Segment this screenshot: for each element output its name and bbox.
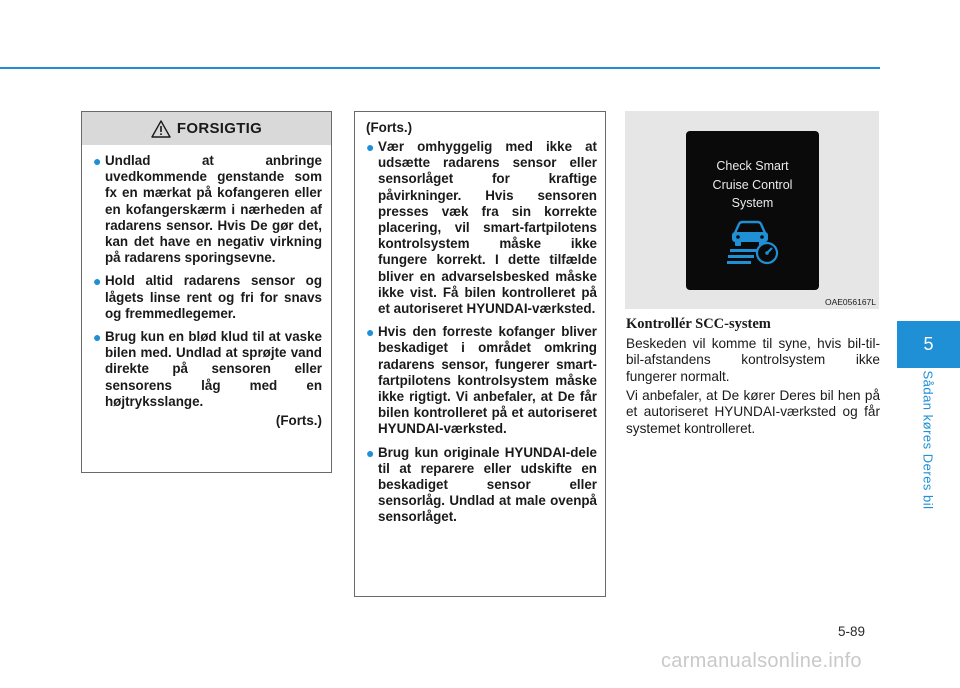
list-item: ● Brug kun en blød klud til at vaske bilen med. Undlad at sprøjte vand direkte på sensoren eller sensorens låg med en højtryksslange. <box>93 329 322 409</box>
continued-note: (Forts.) <box>275 413 322 429</box>
caution-bullet-list <box>93 153 322 410</box>
caution-box <box>81 111 332 473</box>
bullet-icon: ● <box>366 444 375 461</box>
body-paragraph: Beskeden vil komme til syne, hvis bil-til-bil-afstandens kontrolsystem ikke fungerer normalt. <box>626 336 880 384</box>
smart-cruise-control-icon <box>727 219 779 265</box>
list-item: ● Hold altid radarens sensor og lågets linse rent og fri for snavs og fremmedlegemer. <box>93 273 322 321</box>
cluster-display <box>686 131 819 290</box>
list-item: ● Vær omhyggelig med ikke at udsætte radarens sensor eller sensorlåget for kraftige påvirkninger. Hvis sensoren presses væk fra sin korrekte placering, vil smart-fartpilotens kontrolsystem måske ikke fungere korrekt. I dette tilfælde bliver en advarselsbesked måske ikke vist. Få bilen kontrolleret på et autoriseret HYUNDAI-værksted. <box>366 139 597 317</box>
warning-triangle-icon <box>151 120 171 138</box>
body-paragraph: Vi anbefaler, at De kører Deres bil hen på et autoriseret HYUNDAI-værksted og får systemet kontrolleret. <box>626 388 880 436</box>
bullet-icon: ● <box>93 273 102 290</box>
continued-label: (Forts.) <box>366 120 413 135</box>
list-item: ● Brug kun originale HYUNDAI-dele til at reparere eller udskifte en beskadiget sensor eller sensorlåg. Undlad at male ovenpå sensorlåget. <box>366 444 597 525</box>
bullet-icon: ● <box>366 139 375 155</box>
section-heading: Kontrollér SCC-system <box>626 316 771 332</box>
bullet-icon: ● <box>93 153 102 169</box>
caution-title: FORSIGTIG <box>176 120 263 137</box>
header-rule <box>0 67 880 69</box>
cluster-message-figure <box>625 111 879 309</box>
list-item: ● Hvis den forreste kofanger bliver beskadiget i området omkring radarens sensor, fungerer smart-fartpilotens kontrolsystem måske ikke rigtigt. Vi anbefaler, at De får bilen kontrolleret på et autoriseret HYUNDAI-værksted. <box>366 324 597 437</box>
chapter-title: Sådan køres Deres bil <box>920 370 936 510</box>
caution-continued-box <box>354 111 606 597</box>
caution-header <box>82 112 331 145</box>
bullet-icon: ● <box>366 324 375 341</box>
watermark: carmanualsonline.info <box>661 650 862 672</box>
caution-body <box>82 145 331 429</box>
figure-code: OAE056167L <box>824 297 876 307</box>
list-item: ● Undlad at anbringe uvedkommende genstande som fx en mærkat på kofangeren eller en kofangerskærm i nærheden af radarens sensor. Hvis De gør det, kan det have en negativ virkning på radarens sporingsevne. <box>93 153 322 266</box>
chapter-number-tab: 5 <box>897 321 960 368</box>
continued-bullet-list <box>366 139 597 526</box>
bullet-icon: ● <box>93 329 102 346</box>
cluster-message: Check Smart Cruise Control System <box>712 159 793 210</box>
page-number: 5-89 <box>838 624 866 639</box>
